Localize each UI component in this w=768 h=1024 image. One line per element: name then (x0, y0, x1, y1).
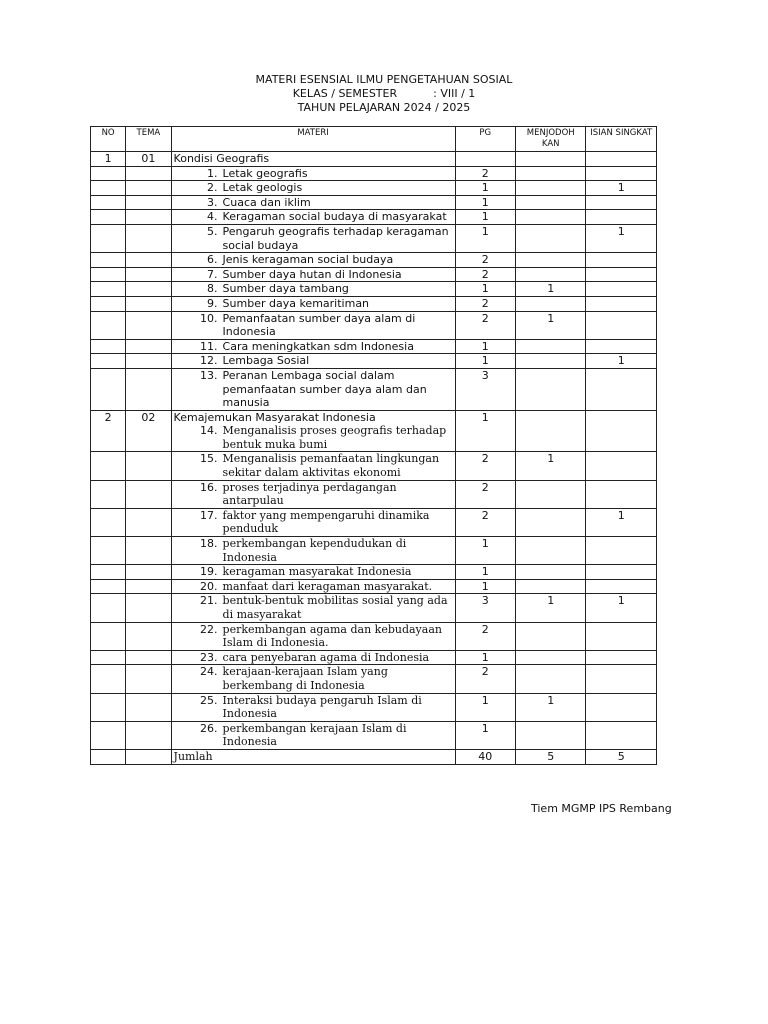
cell-materi (171, 354, 455, 369)
cell-tema (126, 166, 171, 181)
item-text: Menganalisis proses geografis terhadap bentuk muka bumi (222, 424, 447, 451)
cell-pg: 1 (455, 693, 515, 721)
item-number: 17. (200, 508, 218, 522)
cell-menjodohkan (515, 267, 585, 282)
materi-item (174, 225, 453, 252)
table-row (91, 594, 657, 622)
table-row (91, 181, 657, 196)
item-text: Jenis keragaman social budaya (222, 253, 394, 267)
materi-item (174, 282, 453, 296)
item-number: 4. (207, 210, 218, 224)
cell-no (91, 224, 126, 252)
materi-item (174, 537, 453, 564)
item-text: perkembangan kependudukan di Indonesia (222, 537, 407, 564)
item-number: 6. (207, 253, 218, 267)
materi-item (174, 268, 453, 282)
cell-pg: 1 (455, 354, 515, 369)
item-text: proses terjadinya perdagangan antarpulau (222, 480, 397, 508)
cell-tema (126, 749, 171, 764)
materi-item (174, 181, 453, 195)
cell-materi (171, 311, 455, 339)
cell-tema (126, 452, 171, 480)
cell-no (91, 508, 126, 536)
cell-materi (171, 650, 455, 665)
item-text: Cara meningkatkan sdm Indonesia (222, 339, 414, 353)
class-semester-line (0, 87, 768, 101)
cell-isian (586, 622, 657, 650)
item-text: Letak geografis (222, 166, 308, 180)
cell-no (91, 594, 126, 622)
cell-tema: 02 (126, 410, 171, 452)
item-number: 11. (200, 339, 218, 353)
item-text: Sumber daya kemaritiman (222, 296, 370, 310)
cell-menjodohkan (515, 480, 585, 508)
cell-no (91, 579, 126, 594)
item-text: bentuk-bentuk mobilitas sosial yang ada di masyarakat (222, 594, 448, 621)
cell-materi (171, 195, 455, 210)
cell-materi (171, 480, 455, 508)
table-row (91, 267, 657, 282)
cell-no (91, 253, 126, 268)
cell-isian (586, 152, 657, 167)
materi-item (174, 424, 453, 451)
cell-menjodohkan (515, 579, 585, 594)
cell-pg: 1 (455, 181, 515, 196)
cell-menjodohkan (515, 410, 585, 452)
cell-isian (586, 537, 657, 565)
cell-materi (171, 693, 455, 721)
cell-isian (586, 311, 657, 339)
table-row (91, 311, 657, 339)
item-number: 5. (207, 224, 218, 238)
cell-isian (586, 650, 657, 665)
table-row (91, 210, 657, 225)
cell-no (91, 480, 126, 508)
table-row (91, 480, 657, 508)
cell-isian (586, 579, 657, 594)
table-row (91, 665, 657, 693)
cell-no: 2 (91, 410, 126, 452)
table-row (91, 224, 657, 252)
table-header-row (91, 127, 657, 152)
cell-pg: 1 (455, 282, 515, 297)
item-text: Sumber daya hutan di Indonesia (222, 267, 402, 281)
cell-no (91, 452, 126, 480)
cell-isian (586, 210, 657, 225)
cell-menjodohkan (515, 508, 585, 536)
cell-pg: 1 (455, 537, 515, 565)
cell-materi (171, 622, 455, 650)
table-row (91, 579, 657, 594)
materi-item (174, 297, 453, 311)
cell-menjodohkan (515, 368, 585, 410)
cell-tema (126, 721, 171, 749)
cell-no (91, 282, 126, 297)
cell-no (91, 354, 126, 369)
cell-isian (586, 565, 657, 580)
cell-menjodohkan (515, 181, 585, 196)
item-text: Cuaca dan iklim (222, 195, 311, 209)
materi-item (174, 354, 453, 368)
table-row (91, 195, 657, 210)
total-row (91, 749, 657, 764)
cell-pg: 1 (455, 579, 515, 594)
cell-pg: 3 (455, 594, 515, 622)
item-number: 8. (207, 282, 218, 296)
cell-menjodohkan: 1 (515, 311, 585, 339)
cell-pg: 2 (455, 452, 515, 480)
cell-menjodohkan (515, 665, 585, 693)
cell-pg (455, 152, 515, 167)
cell-menjodohkan (515, 622, 585, 650)
cell-isian (586, 339, 657, 354)
cell-pg: 1 (455, 410, 515, 452)
cell-tema (126, 311, 171, 339)
item-text: Peranan Lembaga social dalam pemanfaatan sumber daya alam dan manusia (222, 368, 427, 410)
total-isian: 5 (586, 749, 657, 764)
cell-materi (171, 368, 455, 410)
cell-pg: 2 (455, 267, 515, 282)
item-number: 13. (200, 368, 218, 382)
table-row (91, 508, 657, 536)
table-row (91, 296, 657, 311)
cell-no (91, 622, 126, 650)
cell-no (91, 210, 126, 225)
cell-materi (171, 296, 455, 311)
cell-tema (126, 253, 171, 268)
cell-materi (171, 579, 455, 594)
col-header-tema: TEMA (126, 127, 171, 152)
cell-no (91, 166, 126, 181)
materi-item (174, 340, 453, 354)
cell-no (91, 195, 126, 210)
cell-isian (586, 665, 657, 693)
cell-no (91, 537, 126, 565)
col-header-isian-singkat: ISIAN SINGKAT (586, 127, 657, 152)
cell-pg: 1 (455, 721, 515, 749)
cell-materi (171, 253, 455, 268)
cell-no (91, 181, 126, 196)
cell-no (91, 296, 126, 311)
item-text: manfaat dari keragaman masyarakat. (222, 579, 433, 593)
item-text: Letak geologis (222, 181, 303, 195)
cell-menjodohkan: 1 (515, 693, 585, 721)
cell-menjodohkan (515, 650, 585, 665)
cell-menjodohkan (515, 565, 585, 580)
cell-materi (171, 721, 455, 749)
cell-materi (171, 565, 455, 580)
academic-year: TAHUN PELAJARAN 2024 / 2025 (297, 101, 471, 114)
item-text: Pemanfaatan sumber daya alam di Indonesia (222, 311, 416, 339)
item-number: 10. (200, 311, 218, 325)
item-text: perkembangan kerajaan Islam di Indonesia (222, 721, 407, 749)
item-number: 23. (200, 650, 218, 664)
materi-item (174, 509, 453, 536)
materi-item (174, 167, 453, 181)
item-number: 16. (200, 480, 218, 494)
cell-pg: 3 (455, 368, 515, 410)
cell-tema (126, 296, 171, 311)
cell-menjodohkan: 1 (515, 282, 585, 297)
item-number: 18. (200, 537, 218, 551)
doc-title: MATERI ESENSIAL ILMU PENGETAHUAN SOSIAL (255, 73, 513, 86)
item-text: Interaksi budaya pengaruh Islam di Indonesia (222, 693, 422, 721)
item-text: Keragaman social budaya di masyarakat (222, 210, 447, 224)
table-row (91, 282, 657, 297)
materi-item (174, 722, 453, 749)
cell-no (91, 665, 126, 693)
table-row (91, 152, 657, 167)
cell-pg: 2 (455, 622, 515, 650)
item-text: faktor yang mempengaruhi dinamika penduduk (222, 508, 430, 536)
cell-menjodohkan (515, 339, 585, 354)
item-text: keragaman masyarakat Indonesia (222, 565, 412, 579)
cell-tema (126, 508, 171, 536)
item-number: 15. (200, 452, 218, 466)
item-number: 22. (200, 622, 218, 636)
cell-menjodohkan (515, 224, 585, 252)
cell-materi (171, 166, 455, 181)
cell-menjodohkan (515, 537, 585, 565)
item-number: 21. (200, 594, 218, 608)
cell-tema (126, 693, 171, 721)
cell-isian (586, 282, 657, 297)
cell-menjodohkan (515, 354, 585, 369)
item-number: 19. (200, 565, 218, 579)
cell-tema (126, 537, 171, 565)
table-row (91, 650, 657, 665)
cell-no (91, 267, 126, 282)
total-pg: 40 (455, 749, 515, 764)
cell-no (91, 693, 126, 721)
total-label: Jumlah (171, 749, 455, 764)
table-row (91, 565, 657, 580)
group-title: Kemajemukan Masyarakat Indonesia (173, 410, 376, 424)
cell-tema (126, 622, 171, 650)
col-header-no: NO (91, 127, 126, 152)
cell-pg: 1 (455, 565, 515, 580)
cell-isian: 1 (586, 224, 657, 252)
materi-item (174, 594, 453, 621)
cell-materi (171, 508, 455, 536)
item-number: 14. (200, 424, 218, 438)
item-number: 25. (200, 693, 218, 707)
table-row (91, 622, 657, 650)
cell-materi (171, 537, 455, 565)
cell-materi (171, 594, 455, 622)
cell-materi (171, 210, 455, 225)
cell-isian (586, 195, 657, 210)
cell-tema (126, 267, 171, 282)
cell-tema (126, 480, 171, 508)
cell-tema (126, 650, 171, 665)
cell-tema (126, 594, 171, 622)
cell-pg: 2 (455, 166, 515, 181)
cell-tema (126, 368, 171, 410)
cell-no: 1 (91, 152, 126, 167)
item-number: 20. (200, 579, 218, 593)
cell-tema (126, 665, 171, 693)
cell-pg: 2 (455, 665, 515, 693)
item-text: kerajaan-kerajaan Islam yang berkembang di Indonesia (222, 665, 388, 692)
cell-tema (126, 181, 171, 196)
cell-pg: 2 (455, 480, 515, 508)
cell-isian: 1 (586, 354, 657, 369)
materi-item (174, 452, 453, 479)
item-number: 7. (207, 267, 218, 281)
cell-isian (586, 452, 657, 480)
item-number: 1. (207, 166, 218, 180)
cell-isian: 1 (586, 508, 657, 536)
table-body (91, 152, 657, 765)
item-text: Menganalisis pemanfaatan lingkungan sekitar dalam aktivitas ekonomi (222, 452, 440, 480)
cell-tema (126, 354, 171, 369)
item-number: 26. (200, 721, 218, 735)
cell-no (91, 650, 126, 665)
cell-group-title: Kondisi Geografis (171, 152, 455, 167)
cell-materi (171, 452, 455, 480)
table-row (91, 410, 657, 452)
cell-menjodohkan (515, 166, 585, 181)
cell-no (91, 311, 126, 339)
cell-pg: 1 (455, 224, 515, 252)
item-text: Lembaga Sosial (222, 354, 310, 368)
item-text: perkembangan agama dan kebudayaan Islam di Indonesia. (222, 622, 442, 650)
cell-menjodohkan (515, 195, 585, 210)
cell-pg: 1 (455, 339, 515, 354)
table-row (91, 354, 657, 369)
cell-isian (586, 166, 657, 181)
table-row (91, 368, 657, 410)
item-text: Pengaruh geografis terhadap keragaman social budaya (222, 224, 449, 252)
cell-menjodohkan (515, 721, 585, 749)
materi-item (174, 253, 453, 267)
materi-item (174, 580, 453, 594)
table-row (91, 452, 657, 480)
cell-pg: 1 (455, 650, 515, 665)
item-number: 24. (200, 665, 218, 679)
cell-menjodohkan: 1 (515, 594, 585, 622)
item-text: cara penyebaran agama di Indonesia (222, 650, 430, 664)
cell-materi (171, 267, 455, 282)
cell-tema (126, 195, 171, 210)
table-row (91, 537, 657, 565)
item-number: 9. (207, 296, 218, 310)
cell-no (91, 565, 126, 580)
materi-item (174, 210, 453, 224)
class-semester-value: : VIII / 1 (433, 87, 476, 100)
footer-signature: Tiem MGMP IPS Rembang (531, 802, 672, 815)
materi-item (174, 369, 453, 410)
cell-isian (586, 296, 657, 311)
table-row (91, 253, 657, 268)
col-header-materi: MATERI (171, 127, 455, 152)
cell-menjodohkan (515, 152, 585, 167)
cell-isian: 1 (586, 594, 657, 622)
item-number: 12. (200, 354, 218, 368)
cell-no (91, 749, 126, 764)
item-number: 3. (207, 195, 218, 209)
cell-materi (171, 224, 455, 252)
materi-item (174, 694, 453, 721)
cell-pg: 2 (455, 253, 515, 268)
cell-materi (171, 339, 455, 354)
cell-tema (126, 210, 171, 225)
cell-isian (586, 368, 657, 410)
cell-materi (171, 181, 455, 196)
materi-item (174, 312, 453, 339)
cell-materi (171, 282, 455, 297)
cell-tema: 01 (126, 152, 171, 167)
cell-menjodohkan: 1 (515, 452, 585, 480)
cell-no (91, 368, 126, 410)
cell-menjodohkan (515, 210, 585, 225)
cell-pg: 2 (455, 508, 515, 536)
materi-item (174, 623, 453, 650)
cell-tema (126, 224, 171, 252)
materi-item (174, 665, 453, 692)
cell-isian (586, 480, 657, 508)
total-menjodohkan: 5 (515, 749, 585, 764)
cell-isian: 1 (586, 181, 657, 196)
class-semester-label: KELAS / SEMESTER (292, 87, 398, 100)
cell-pg: 1 (455, 210, 515, 225)
materi-item (174, 565, 453, 579)
table-row (91, 166, 657, 181)
cell-pg: 2 (455, 296, 515, 311)
cell-tema (126, 339, 171, 354)
cell-isian (586, 267, 657, 282)
cell-isian (586, 721, 657, 749)
materi-item (174, 196, 453, 210)
cell-no (91, 339, 126, 354)
col-header-pg: PG (455, 127, 515, 152)
cell-isian (586, 253, 657, 268)
table-row (91, 693, 657, 721)
col-header-menjodohkan: MENJODOH KAN (515, 127, 585, 152)
cell-materi (171, 665, 455, 693)
cell-materi (171, 410, 455, 452)
item-number: 2. (207, 181, 218, 195)
cell-tema (126, 282, 171, 297)
cell-no (91, 721, 126, 749)
materials-table (90, 126, 657, 765)
cell-menjodohkan (515, 253, 585, 268)
cell-isian (586, 693, 657, 721)
cell-pg: 2 (455, 311, 515, 339)
table-row (91, 721, 657, 749)
cell-tema (126, 565, 171, 580)
materi-item (174, 481, 453, 508)
cell-isian (586, 410, 657, 452)
materi-item (174, 651, 453, 665)
table-row (91, 339, 657, 354)
cell-tema (126, 579, 171, 594)
cell-menjodohkan (515, 296, 585, 311)
cell-pg: 1 (455, 195, 515, 210)
item-text: Sumber daya tambang (222, 282, 349, 296)
